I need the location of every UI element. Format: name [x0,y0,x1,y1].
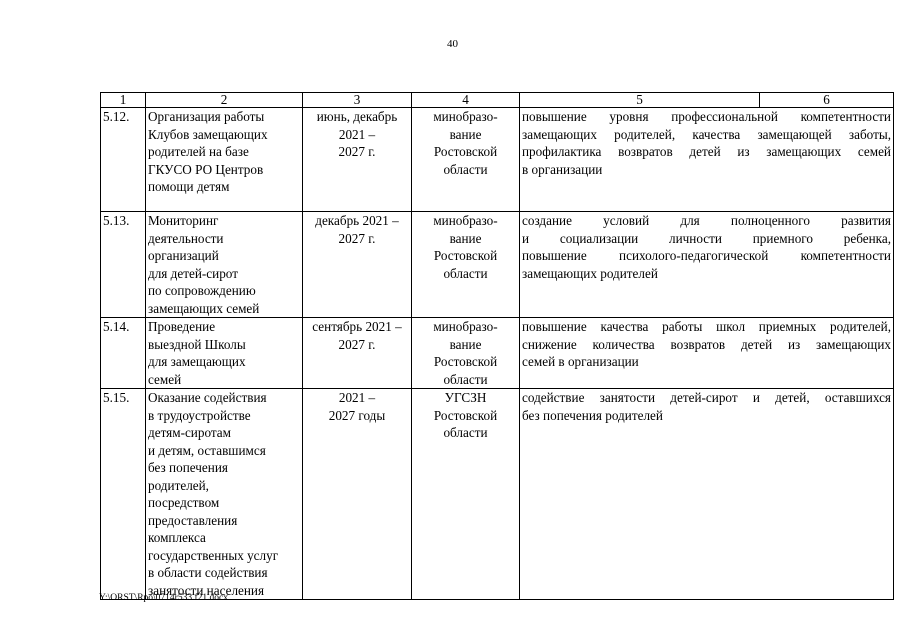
table-header-row [101,93,894,108]
cell-line: содействие занятости детей-сирот и детей, оставшихся [522,390,891,405]
cell-line: замещающих родителей, качества замещающей заботы, [522,126,891,142]
expected-result-cell [520,108,894,212]
cell-line: вание [449,230,482,246]
cell-line: Мониторинг [148,213,219,228]
cell-line: без попечения [148,460,228,475]
cell-line: для детей-сирот [148,265,238,281]
table-row [101,108,894,212]
period-cell [303,212,412,318]
activity-cell [146,108,303,212]
cell-line: и социализации личности приемного ребенка, [522,230,891,246]
file-path-footer: Y:\ORST\Rpo\0714r533.f21.docx [99,593,228,603]
column-header: 5 [520,93,760,108]
cell-line: вание [449,336,482,352]
period-cell [303,318,412,389]
page-number: 40 [447,38,458,50]
executor-cell [412,389,520,600]
cell-line: области [443,371,488,387]
activity-cell [146,389,303,600]
executor-cell [412,108,520,212]
activity-cell [146,212,303,318]
row-number-cell: 5.14. [101,318,146,389]
cell-line: минобразо- [433,109,498,124]
column-header: 2 [146,93,303,108]
row-number-cell: 5.12. [101,108,146,212]
cell-line: по сопровождению [148,283,256,298]
cell-line: 2027 годы [328,407,386,423]
cell-line: для замещающих [148,354,246,369]
cell-line: области [443,425,488,440]
cell-line: области [443,161,488,177]
cell-line: Ростовской [433,407,498,423]
cell-line: Организация работы [148,109,265,124]
cell-line: вание [449,126,482,142]
cell-line: профилактика возвратов детей из замещающих семей [522,144,891,159]
period-cell [303,389,412,600]
expected-result-cell [520,318,894,389]
cell-line: в области содействия [148,565,268,580]
cell-line: организаций [148,248,219,263]
cell-line: 2027 г. [338,230,376,246]
cell-line: замещающих семей [148,300,260,316]
row-number-cell: 5.13. [101,212,146,318]
cell-line: семей [148,371,182,387]
cell-line: помощи детям [148,179,230,194]
cell-line: Ростовской [433,248,498,263]
cell-line: занятости населения [148,582,265,598]
cell-line: 2021 – [338,390,376,405]
cell-line: деятельности [148,230,224,246]
cell-line: родителей, [148,477,209,493]
cell-line: Проведение [148,319,216,334]
column-header: 1 [101,93,146,108]
cell-line: создание условий для полноценного развития [522,213,891,228]
cell-line: июнь, декабрь [316,109,398,124]
cell-line: минобразо- [433,213,498,228]
expected-result-cell [520,212,894,318]
table-row [101,318,894,389]
cell-line: 2027 г. [338,144,376,159]
cell-line: ГКУСО РО Центров [148,161,264,177]
cell-line: детям-сиротам [148,425,232,440]
plan-table [100,92,894,600]
column-header: 3 [303,93,412,108]
period-cell [303,108,412,212]
cell-line: в организации [522,161,603,177]
cell-line: повышение психолого-педагогической компетентности [522,248,891,263]
cell-line: декабрь 2021 – [315,213,399,228]
activity-cell [146,318,303,389]
column-header: 4 [412,93,520,108]
cell-line: комплекса [148,530,206,545]
cell-line: и детям, оставшимся [148,442,266,458]
cell-line: без попечения родителей [522,407,663,423]
cell-line: 2021 – [338,126,376,142]
cell-line: минобразо- [433,319,498,334]
cell-line: родителей на базе [148,144,249,159]
cell-line: в трудоустройстве [148,407,251,423]
cell-line: области [443,265,488,281]
cell-line: посредством [148,495,220,510]
table-row [101,389,894,600]
cell-line: Ростовской [433,354,498,369]
cell-line: Оказание содействия [148,390,267,405]
cell-line: Ростовской [433,144,498,159]
column-header: 6 [760,93,894,108]
cell-line: снижение количества возвратов детей из замещающих [522,336,891,352]
cell-line: Клубов замещающих [148,126,268,142]
cell-line: сентябрь 2021 – [312,319,402,334]
executor-cell [412,318,520,389]
table-row [101,212,894,318]
cell-line: государственных услуг [148,547,279,563]
expected-result-cell [520,389,894,600]
cell-line: семей в организации [522,354,639,369]
cell-line: УГСЗН [444,390,487,405]
cell-line: 2027 г. [338,336,376,352]
cell-line: замещающих родителей [522,265,658,281]
cell-line: повышение качества работы школ приемных родителей, [522,319,891,334]
row-number-cell: 5.15. [101,389,146,600]
cell-line: предоставления [148,512,238,528]
cell-line: выездной Школы [148,336,246,352]
cell-line: повышение уровня профессиональной компетентности [522,109,891,124]
executor-cell [412,212,520,318]
